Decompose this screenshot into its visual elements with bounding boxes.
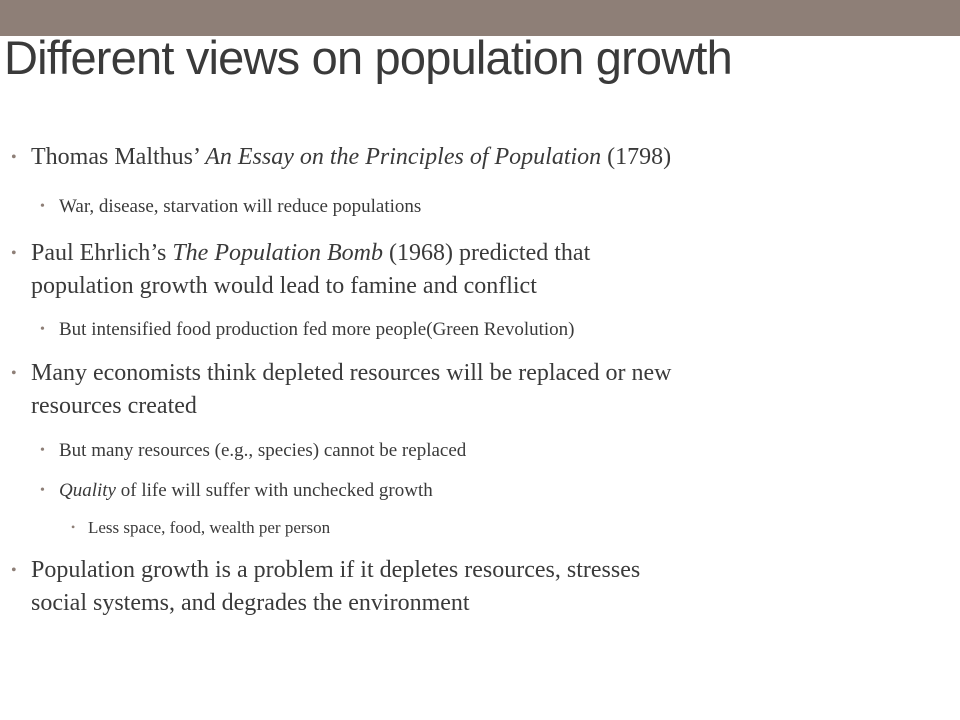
bullet-text-line1: Population growth is a problem if it depletes resources, stresses: [31, 557, 641, 583]
bullet-dot-icon: •: [40, 322, 45, 337]
bullet-dot-icon: •: [40, 443, 45, 458]
bullet-text-line2: resources created: [31, 393, 197, 419]
bullet-dot-icon: •: [40, 199, 45, 214]
bullet-text-line2: population growth would lead to famine and conflict: [31, 273, 537, 299]
bullet-dot-icon: •: [71, 520, 76, 534]
bullet-dot-icon: •: [40, 483, 45, 498]
sub-bullet-green-revolution: [40, 317, 575, 343]
sub-bullet-malthus-effects: [40, 194, 422, 220]
sub-bullet-species: [40, 438, 467, 464]
bullet-economists: [11, 357, 672, 423]
bullet-text-year: (1798): [607, 144, 672, 170]
slide-title: Different views on population growth: [4, 31, 732, 84]
bullet-dot-icon: •: [11, 365, 17, 382]
bullet-text: But many resources (e.g., species) cannot be replaced: [59, 440, 467, 461]
bullet-malthus: [11, 141, 672, 174]
bullet-dot-icon: •: [11, 245, 17, 262]
bullet-text-line2: social systems, and degrades the environment: [31, 590, 470, 616]
bullet-text: Paul Ehrlich: [31, 240, 151, 266]
bullet-dot-icon: •: [11, 562, 17, 579]
bullet-dot-icon: •: [11, 149, 17, 166]
sub-bullet-quality-of-life: [40, 478, 433, 504]
emphasis-word: Quality: [59, 480, 116, 501]
bullet-text-line1: Many economists think depleted resources will be replaced or new: [31, 360, 672, 386]
book-title: The Population Bomb: [172, 240, 383, 266]
bullet-text: of life will suffer with unchecked growth: [120, 480, 433, 501]
apostrophe: ’: [193, 144, 200, 170]
bullet-text-year: (1968) predicted that: [388, 240, 591, 266]
bullet-text: Thomas Malthus: [31, 144, 193, 170]
bullet-population-problem: [11, 554, 641, 620]
bullet-text: War, disease, starvation will reduce populations: [59, 196, 422, 217]
bullet-text: But intensified food production fed more people(Green Revolution): [59, 319, 575, 340]
sub-sub-bullet-less-space: [71, 516, 331, 539]
bullet-ehrlich: [11, 237, 591, 303]
possessive: ’s: [150, 240, 167, 266]
bullet-text: Less space, food, wealth per person: [88, 518, 331, 537]
book-title: An Essay on the Principles of Population: [205, 144, 602, 170]
